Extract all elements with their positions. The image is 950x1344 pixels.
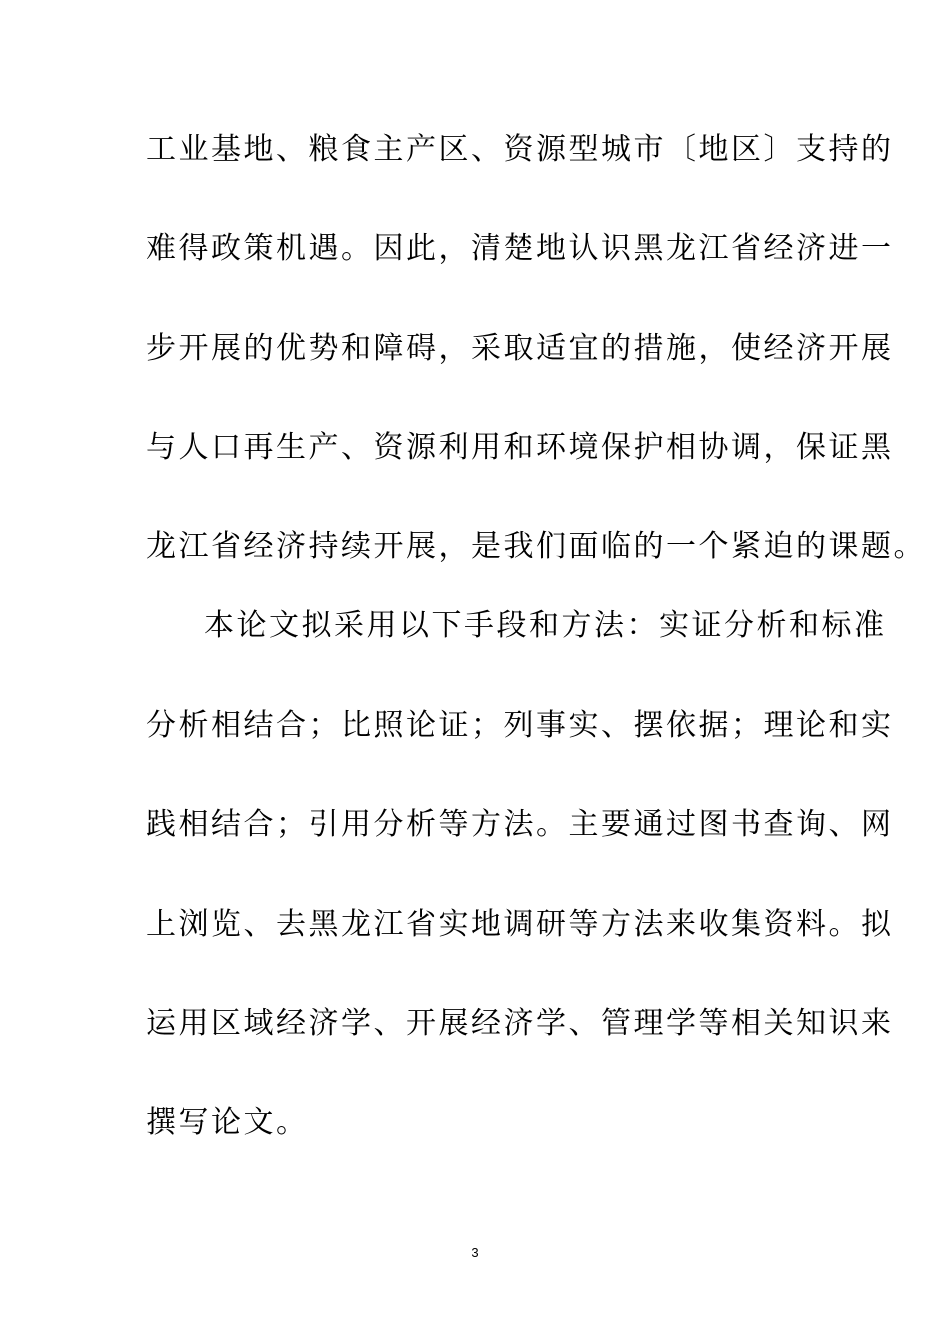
text-line: 运用区域经济学、开展经济学、管理学等相关知识来 <box>146 1006 894 1041</box>
text-line: 难得政策机遇。因此，清楚地认识黑龙江省经济进一 <box>146 231 894 266</box>
text-line: 与人口再生产、资源利用和环境保护相协调，保证黑 <box>146 430 894 465</box>
text-line: 龙江省经济持续开展，是我们面临的一个紧迫的课题。 <box>146 529 926 564</box>
text-line: 分析相结合；比照论证；列事实、摆依据；理论和实 <box>146 708 894 743</box>
page-number: 3 <box>471 1245 479 1260</box>
text-line: 上浏览、去黑龙江省实地调研等方法来收集资料。拟 <box>146 907 894 942</box>
text-line: 撰写论文。 <box>146 1105 309 1140</box>
text-line: 工业基地、粮食主产区、资源型城市〔地区〕支持的 <box>146 132 894 167</box>
text-line: 践相结合；引用分析等方法。主要通过图书查询、网 <box>146 807 894 842</box>
text-line: 步开展的优势和障碍，采取适宜的措施，使经济开展 <box>146 331 894 366</box>
paragraph-first-line: 本论文拟采用以下手段和方法：实证分析和标准 <box>204 608 887 643</box>
